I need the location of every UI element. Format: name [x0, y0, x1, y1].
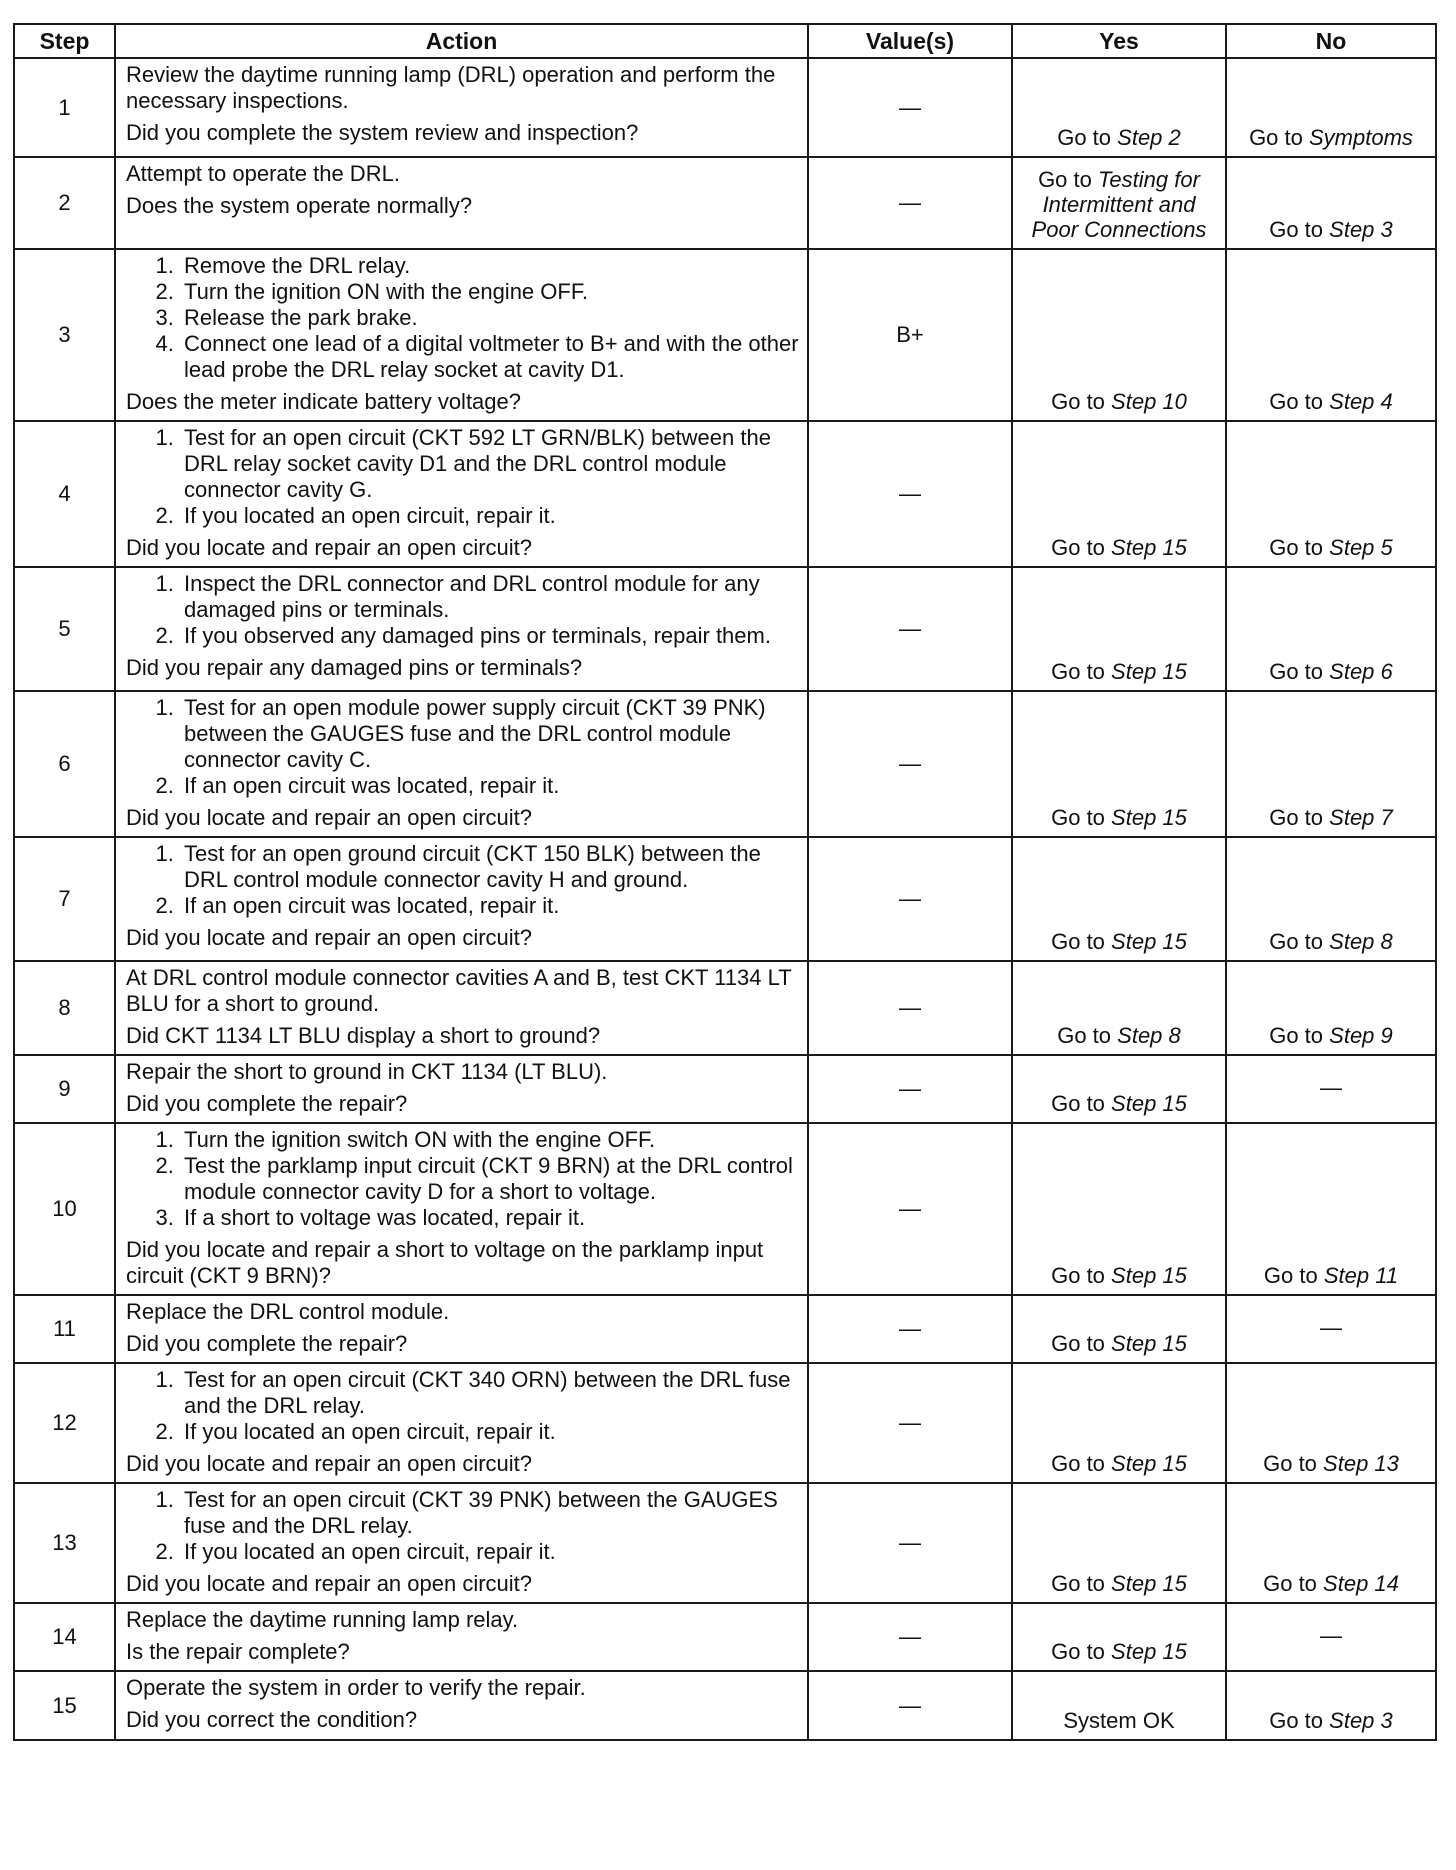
action-cell [115, 157, 808, 249]
header-yes: Yes [1012, 24, 1226, 58]
table-row [14, 1363, 1436, 1483]
action-instruction: Repair the short to ground in CKT 1134 (LT BLU). [126, 1059, 608, 1084]
table-row [14, 837, 1436, 961]
step-number: 12 [14, 1363, 115, 1483]
step-number: 3 [14, 249, 115, 421]
action-question: Did you correct the condition? [126, 1707, 418, 1732]
step-number: 6 [14, 691, 115, 837]
action-steps-list [126, 1367, 801, 1445]
yes-prefix: Go to [1051, 659, 1105, 684]
action-cell [115, 58, 808, 157]
action-cell [115, 1123, 808, 1295]
action-steps-list [126, 1127, 801, 1231]
step-number: 14 [14, 1603, 115, 1671]
step-number: 7 [14, 837, 115, 961]
yes-destination-link[interactable]: Step 15 [1111, 659, 1187, 684]
yes-prefix: Go to [1051, 1451, 1105, 1476]
value-cell: — [808, 1603, 1012, 1671]
action-cell [115, 1483, 808, 1603]
yes-cell [1012, 567, 1226, 691]
action-question: Did CKT 1134 LT BLU display a short to ground? [126, 1023, 601, 1048]
no-cell [1226, 837, 1436, 961]
yes-cell [1012, 1363, 1226, 1483]
no-destination-link[interactable]: Step 4 [1329, 389, 1393, 414]
no-cell [1226, 1363, 1436, 1483]
yes-destination-link[interactable]: Step 15 [1111, 805, 1187, 830]
no-cell [1226, 961, 1436, 1055]
action-question: Did you complete the repair? [126, 1331, 408, 1356]
action-question: Did you locate and repair an open circuit? [126, 1451, 533, 1476]
action-step-item: 2. Test the parklamp input circuit (CKT 9 BRN) at the DRL control module connector cavity D for a short to voltage. [180, 1153, 801, 1205]
value-cell: — [808, 567, 1012, 691]
no-prefix: Go to [1269, 1708, 1324, 1733]
value-cell: — [808, 961, 1012, 1055]
action-question: Is the repair complete? [126, 1639, 350, 1664]
yes-cell [1012, 1295, 1226, 1363]
action-step-item: 2. Turn the ignition ON with the engine OFF. [180, 279, 801, 305]
no-destination-link[interactable]: Step 9 [1329, 1023, 1393, 1048]
action-steps-list [126, 841, 801, 919]
no-destination-link[interactable]: Step 8 [1329, 929, 1393, 954]
header-step: Step [14, 24, 115, 58]
action-steps-list [126, 425, 801, 529]
action-step-item: 3. Release the park brake. [180, 305, 801, 331]
no-prefix: Go to [1263, 1571, 1317, 1596]
no-cell [1226, 1671, 1436, 1740]
action-step-item: 3. If a short to voltage was located, repair it. [180, 1205, 801, 1231]
action-cell [115, 1603, 808, 1671]
value-cell: — [808, 1123, 1012, 1295]
action-step-item: 1. Inspect the DRL connector and DRL control module for any damaged pins or terminals. [180, 571, 801, 623]
step-number: 11 [14, 1295, 115, 1363]
action-instruction: Review the daytime running lamp (DRL) operation and perform the necessary inspections. [126, 62, 776, 113]
no-prefix: Go to [1269, 929, 1324, 954]
yes-destination-link[interactable]: Step 15 [1111, 1451, 1187, 1476]
no-destination-link[interactable]: Symptoms [1309, 125, 1413, 150]
no-prefix: — [1320, 1074, 1342, 1100]
no-prefix: Go to [1269, 535, 1324, 560]
action-step-item: 1. Test for an open circuit (CKT 592 LT GRN/BLK) between the DRL relay socket cavity D1 and the DRL control module connector cavity G. [180, 425, 801, 503]
yes-destination-link[interactable]: Step 10 [1111, 389, 1187, 414]
no-prefix: — [1320, 1622, 1342, 1648]
table-row [14, 691, 1436, 837]
value-cell: — [808, 1363, 1012, 1483]
action-cell [115, 249, 808, 421]
no-cell [1226, 157, 1436, 249]
yes-destination-link[interactable]: Step 15 [1111, 1331, 1187, 1356]
action-step-item: 2. If an open circuit was located, repair it. [180, 893, 801, 919]
yes-cell [1012, 1603, 1226, 1671]
no-cell [1226, 249, 1436, 421]
value-cell: — [808, 58, 1012, 157]
value-cell: — [808, 421, 1012, 567]
action-step-item: 1. Test for an open circuit (CKT 340 ORN) between the DRL fuse and the DRL relay. [180, 1367, 801, 1419]
step-number: 15 [14, 1671, 115, 1740]
action-instruction: Operate the system in order to verify the repair. [126, 1675, 586, 1700]
no-prefix: Go to [1263, 1451, 1317, 1476]
action-instruction: Replace the DRL control module. [126, 1299, 450, 1324]
action-steps-list [126, 253, 801, 383]
yes-prefix: Go to [1051, 1571, 1105, 1596]
no-destination-link[interactable]: Step 11 [1323, 1263, 1399, 1288]
action-cell [115, 1671, 808, 1740]
action-step-item: 1. Test for an open module power supply circuit (CKT 39 PNK) between the GAUGES fuse and the DRL control module connector cavity C. [180, 695, 801, 773]
action-question: Did you locate and repair an open circuit? [126, 1571, 533, 1596]
header-action: Action [115, 24, 808, 58]
yes-destination-link[interactable]: Testing for Intermittent and Poor Connections [1031, 167, 1207, 242]
value-cell: — [808, 157, 1012, 249]
yes-cell [1012, 1671, 1226, 1740]
no-cell [1226, 1055, 1436, 1123]
action-question: Did you complete the repair? [126, 1091, 408, 1116]
yes-cell [1012, 691, 1226, 837]
step-number: 1 [14, 58, 115, 157]
yes-prefix: System OK [1063, 1708, 1175, 1733]
action-instruction: Replace the daytime running lamp relay. [126, 1607, 519, 1632]
yes-destination-link[interactable]: Step 8 [1117, 1023, 1181, 1048]
yes-destination-link[interactable]: Step 15 [1111, 929, 1187, 954]
yes-prefix: Go to [1057, 125, 1112, 150]
no-cell [1226, 567, 1436, 691]
action-steps-list [126, 695, 801, 799]
action-question: Did you locate and repair an open circuit? [126, 925, 533, 950]
table-row [14, 961, 1436, 1055]
action-question: Did you complete the system review and inspection? [126, 120, 639, 145]
table-body [14, 58, 1436, 1740]
no-destination-link[interactable]: Step 5 [1329, 535, 1393, 560]
table-row [14, 157, 1436, 249]
diagnostic-table-sheet [13, 23, 1437, 1741]
no-destination-link[interactable]: Step 3 [1329, 217, 1393, 242]
yes-prefix: Go to [1051, 535, 1105, 560]
action-cell [115, 961, 808, 1055]
action-cell [115, 691, 808, 837]
step-number: 13 [14, 1483, 115, 1603]
value-cell: — [808, 1295, 1012, 1363]
table-row [14, 567, 1436, 691]
value-cell: — [808, 1483, 1012, 1603]
action-question: Did you locate and repair a short to voltage on the parklamp input circuit (CKT 9 BRN)? [126, 1237, 764, 1288]
action-step-item: 2. If you observed any damaged pins or terminals, repair them. [180, 623, 801, 649]
no-destination-link[interactable]: Step 7 [1329, 805, 1393, 830]
yes-destination-link[interactable]: Step 15 [1111, 535, 1187, 560]
no-prefix: Go to [1249, 125, 1303, 150]
no-cell [1226, 1295, 1436, 1363]
action-step-item: 2. If you located an open circuit, repair it. [180, 1539, 801, 1565]
action-step-item: 2. If you located an open circuit, repair it. [180, 503, 801, 529]
action-question: Did you repair any damaged pins or terminals? [126, 655, 583, 680]
action-step-item: 1. Test for an open ground circuit (CKT 150 BLK) between the DRL control module connector cavity H and ground. [180, 841, 801, 893]
table-row [14, 249, 1436, 421]
yes-prefix: Go to [1051, 1263, 1105, 1288]
no-cell [1226, 1603, 1436, 1671]
action-steps-list [126, 1487, 801, 1565]
action-question: Did you locate and repair an open circuit? [126, 805, 533, 830]
yes-cell [1012, 961, 1226, 1055]
action-step-item: 2. If an open circuit was located, repair it. [180, 773, 801, 799]
yes-destination-link[interactable]: Step 2 [1117, 125, 1181, 150]
table-row [14, 1295, 1436, 1363]
yes-destination-link[interactable]: Step 15 [1111, 1639, 1187, 1664]
no-destination-link[interactable]: Step 14 [1323, 1571, 1399, 1596]
step-number: 2 [14, 157, 115, 249]
table-row [14, 1123, 1436, 1295]
yes-cell [1012, 157, 1226, 249]
no-prefix: Go to [1269, 389, 1324, 414]
header-no: No [1226, 24, 1436, 58]
yes-destination-link[interactable]: Step 15 [1111, 1571, 1187, 1596]
action-cell [115, 1295, 808, 1363]
value-cell: — [808, 837, 1012, 961]
no-cell [1226, 58, 1436, 157]
step-number: 4 [14, 421, 115, 567]
action-instruction: At DRL control module connector cavities A and B, test CKT 1134 LT BLU for a short to ground. [126, 965, 792, 1016]
table-row [14, 1483, 1436, 1603]
table-row [14, 58, 1436, 157]
yes-prefix: Go to [1051, 389, 1105, 414]
no-cell [1226, 421, 1436, 567]
action-cell [115, 837, 808, 961]
action-cell [115, 1055, 808, 1123]
table-row [14, 421, 1436, 567]
diagnostic-table [13, 23, 1437, 1741]
action-step-item: 1. Test for an open circuit (CKT 39 PNK) between the GAUGES fuse and the DRL relay. [180, 1487, 801, 1539]
no-cell [1226, 691, 1436, 837]
yes-prefix: Go to [1051, 929, 1105, 954]
action-cell [115, 421, 808, 567]
value-cell: — [808, 1671, 1012, 1740]
step-number: 9 [14, 1055, 115, 1123]
yes-cell [1012, 1483, 1226, 1603]
action-steps-list [126, 571, 801, 649]
yes-cell [1012, 249, 1226, 421]
no-destination-link[interactable]: Step 6 [1329, 659, 1393, 684]
table-row [14, 1671, 1436, 1740]
table-row [14, 1055, 1436, 1123]
yes-cell [1012, 1055, 1226, 1123]
yes-prefix: Go to [1057, 1023, 1112, 1048]
yes-prefix: Go to [1051, 805, 1105, 830]
header-values: Value(s) [808, 24, 1012, 58]
value-cell: — [808, 1055, 1012, 1123]
action-step-item: 1. Turn the ignition switch ON with the engine OFF. [180, 1127, 801, 1153]
yes-prefix: Go to [1051, 1639, 1105, 1664]
action-step-item: 2. If you located an open circuit, repair it. [180, 1419, 801, 1445]
yes-prefix: Go to [1038, 167, 1092, 192]
yes-prefix: Go to [1051, 1331, 1105, 1356]
no-prefix: Go to [1269, 659, 1324, 684]
step-number: 8 [14, 961, 115, 1055]
action-question: Does the meter indicate battery voltage? [126, 389, 522, 414]
value-cell: B+ [808, 249, 1012, 421]
action-instruction: Attempt to operate the DRL. [126, 161, 400, 186]
table-row [14, 1603, 1436, 1671]
action-question: Does the system operate normally? [126, 193, 473, 218]
yes-prefix: Go to [1051, 1091, 1105, 1116]
action-cell [115, 1363, 808, 1483]
no-prefix: Go to [1269, 217, 1324, 242]
yes-cell [1012, 58, 1226, 157]
no-prefix: Go to [1269, 805, 1324, 830]
action-step-item: 1. Remove the DRL relay. [180, 253, 801, 279]
no-cell [1226, 1483, 1436, 1603]
yes-destination-link[interactable]: Step 15 [1111, 1091, 1187, 1116]
table-header-row [14, 24, 1436, 58]
action-cell [115, 567, 808, 691]
yes-destination-link[interactable]: Step 15 [1111, 1263, 1187, 1288]
step-number: 5 [14, 567, 115, 691]
value-cell: — [808, 691, 1012, 837]
no-destination-link[interactable]: Step 13 [1323, 1451, 1399, 1476]
yes-cell [1012, 1123, 1226, 1295]
no-prefix: — [1320, 1314, 1342, 1340]
no-destination-link[interactable]: Step 3 [1329, 1708, 1393, 1733]
no-prefix: Go to [1263, 1263, 1318, 1288]
action-question: Did you locate and repair an open circuit? [126, 535, 533, 560]
no-cell [1226, 1123, 1436, 1295]
action-step-item: 4. Connect one lead of a digital voltmeter to B+ and with the other lead probe the DRL relay socket at cavity D1. [180, 331, 801, 383]
yes-cell [1012, 421, 1226, 567]
yes-cell [1012, 837, 1226, 961]
no-prefix: Go to [1269, 1023, 1324, 1048]
step-number: 10 [14, 1123, 115, 1295]
